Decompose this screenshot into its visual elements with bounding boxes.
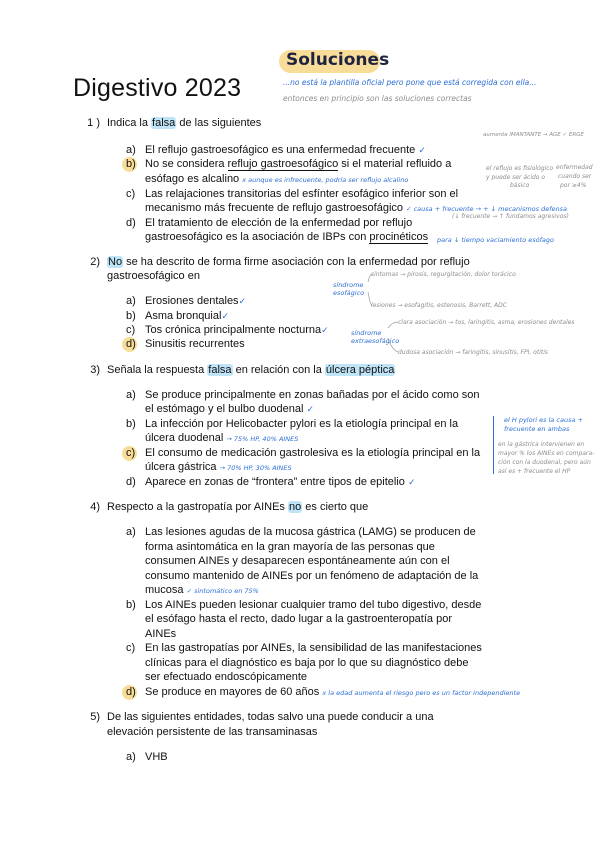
option-text: Los AINEs pueden lesionar cualquier tramo del tubo digestivo, desde — [145, 599, 482, 611]
margin-note: enfermedad — [556, 164, 593, 171]
option-letter: b) — [126, 599, 136, 611]
question-3-stem: Señala la respuesta falsa en relación con la úlcera péptica — [107, 364, 395, 376]
option-text: el estómago y el bulbo duodenal ✓ — [145, 403, 315, 415]
mindmap-node: síndrome extraesofágico — [351, 329, 400, 345]
question-number: 3) — [90, 364, 100, 376]
margin-note: ción con la duodenal, pero aún — [498, 459, 591, 466]
option-text: gastroesofágico es la asociación de IBPs con procinéticos — [145, 231, 429, 243]
option-text: mecanismo más frecuente de reflujo gastroesofágico ✓ causa + frecuente → + ↓ mecanismos defensa — [145, 202, 568, 214]
option-text: úlcera gástrica → 70% HP, 30% AINES — [145, 461, 292, 473]
question-1-stem: Indica la falsa de las siguientes — [107, 117, 262, 129]
option-text: úlcera duodenal → 75% HP, 40% AINES — [145, 432, 299, 444]
margin-note: por ≥4% — [560, 182, 587, 189]
mindmap-node: lesiones → esofagitis, estenosis, Barrett, ADC — [371, 302, 507, 309]
margin-note: para ↓ tiempo vaciamiento esófago — [437, 236, 554, 244]
option-text: El consumo de medicación gastrolesiva es la etiología principal en la — [145, 447, 481, 459]
mindmap-connectors — [358, 270, 428, 362]
option-text: el esófago hasta el recto, dado lugar a la gastroenteropatía por — [145, 613, 452, 625]
option-letter: b) — [126, 418, 136, 430]
option-text: Asma bronquial✓ — [145, 310, 229, 322]
option-letter: c) — [126, 188, 136, 200]
solutions-badge: Soluciones — [286, 50, 390, 70]
page-title: Digestivo 2023 — [73, 74, 242, 102]
question-5-stem: De las siguientes entidades, todas salvo una puede conducir a una — [107, 711, 434, 723]
option-text: Erosiones dentales✓ — [145, 295, 247, 307]
option-text: forma asintomática en la gran mayoría de las personas que — [145, 541, 435, 553]
option-letter: d) — [126, 217, 136, 229]
question-number: 5) — [90, 711, 100, 723]
option-text: Se produce en mayores de 60 años x la edad aumenta el riesgo pero es un factor independiente — [145, 686, 521, 698]
margin-note: aumenta IMANTANTE → AGE ✓ ERGE — [483, 132, 584, 138]
option-text: mucosa ✓ sintomático en 75% — [145, 584, 259, 596]
mindmap-node: síntomas → pirosis, regurgitación, dolor torácico — [371, 271, 516, 278]
mindmap-node: clara asociación → tos, laringitis, asma, erosiones dentales — [398, 319, 575, 326]
margin-note: el reflujo es fisiológico — [486, 165, 554, 172]
option-letter: c) — [126, 642, 136, 654]
option-text: Se produce principalmente en zonas bañadas por el ácido como son — [145, 389, 480, 401]
option-text: En las gastropatías por AINEs, la sensibilidad de las manifestaciones — [145, 642, 482, 654]
header-note-2: entonces en principio son las soluciones correctas — [283, 94, 472, 103]
option-text: consumo mantenido de AINEs por un fenómeno de adaptación de la — [145, 570, 479, 582]
option-text: AINEs — [145, 628, 177, 640]
highlight: falsa — [152, 117, 176, 129]
margin-note: básico — [510, 182, 530, 189]
margin-note: en la gástrica intervienen en — [498, 441, 585, 448]
margin-note: y puede ser ácido o — [486, 174, 546, 181]
option-letter: a) — [126, 389, 136, 401]
option-letter: b) — [126, 310, 136, 322]
option-text: La infección por Helicobacter pylori es la etiología principal en la — [145, 418, 459, 430]
margin-note: el H pylori es la causa + — [504, 416, 583, 424]
margin-note: mayor % los AINEs en compara- — [498, 450, 595, 457]
option-text: VHB — [145, 751, 168, 763]
option-text: consumen AINEs y desaparecen espontáneamente aún con el — [145, 555, 450, 567]
margin-note: frecuente en ambas — [504, 425, 570, 433]
question-4-stem: Respecto a la gastropatía por AINEs no es cierto que — [107, 501, 369, 513]
mindmap-node: síndrome esofágico — [333, 281, 365, 297]
question-number: 1 ) — [87, 117, 100, 129]
option-text: esófago es alcalino x aunque es infrecuente, podría ser reflujo alcalino — [145, 173, 409, 185]
option-text: Las lesiones agudas de la mucosa gástrica (LAMG) se producen de — [145, 526, 476, 538]
option-letter: d) — [126, 686, 136, 698]
option-text: El tratamiento de elección de la enfermedad por reflujo — [145, 217, 413, 229]
option-text: Tos crónica principalmente nocturna✓ — [145, 324, 329, 336]
option-letter: b) — [126, 158, 136, 170]
margin-note: cuando ser — [558, 173, 592, 180]
header-note-1: ...no está la plantilla oficial pero pone que está corregida con ella... — [283, 78, 537, 87]
option-text: No se considera reflujo gastroesofágico si el material refluido a — [145, 158, 452, 170]
option-letter: a) — [126, 751, 136, 763]
option-text: El reflujo gastroesofágico es una enfermedad frecuente ✓ — [145, 144, 426, 156]
option-text: clínicas para el diagnóstico es baja por lo que su diagnóstico debe — [145, 657, 469, 669]
option-letter: a) — [126, 144, 136, 156]
question-number: 4) — [90, 501, 100, 513]
question-2-stem: No se ha descrito de forma firme asociación con la enfermedad por reflujo — [108, 256, 470, 268]
option-letter: a) — [126, 295, 136, 307]
option-text: Sinusitis recurrentes — [145, 338, 245, 350]
option-letter: d) — [126, 338, 136, 350]
option-letter: d) — [126, 476, 136, 488]
question-2-stem: gastroesofágico en — [107, 270, 200, 282]
option-text: Las relajaciones transitorias del esfínter esofágico inferior son el — [145, 188, 459, 200]
option-text: ser efectuado endoscópicamente — [145, 671, 308, 683]
margin-note: así es + frecuente el HP — [498, 468, 571, 475]
margin-note: (↓ frecuente → ↑ fundamos agresivos) — [452, 213, 569, 220]
mindmap-node: dudosa asociación → faringitis, sinusitis, FPI, otitis — [398, 349, 549, 356]
option-letter: c) — [126, 324, 136, 336]
option-letter: c) — [126, 447, 136, 459]
question-number: 2) — [90, 256, 100, 268]
question-5-stem: elevación persistente de las transaminasas — [107, 726, 318, 738]
option-text: Aparece en zonas de “frontera” entre tipos de epitelio ✓ — [145, 476, 416, 488]
option-letter: a) — [126, 526, 136, 538]
